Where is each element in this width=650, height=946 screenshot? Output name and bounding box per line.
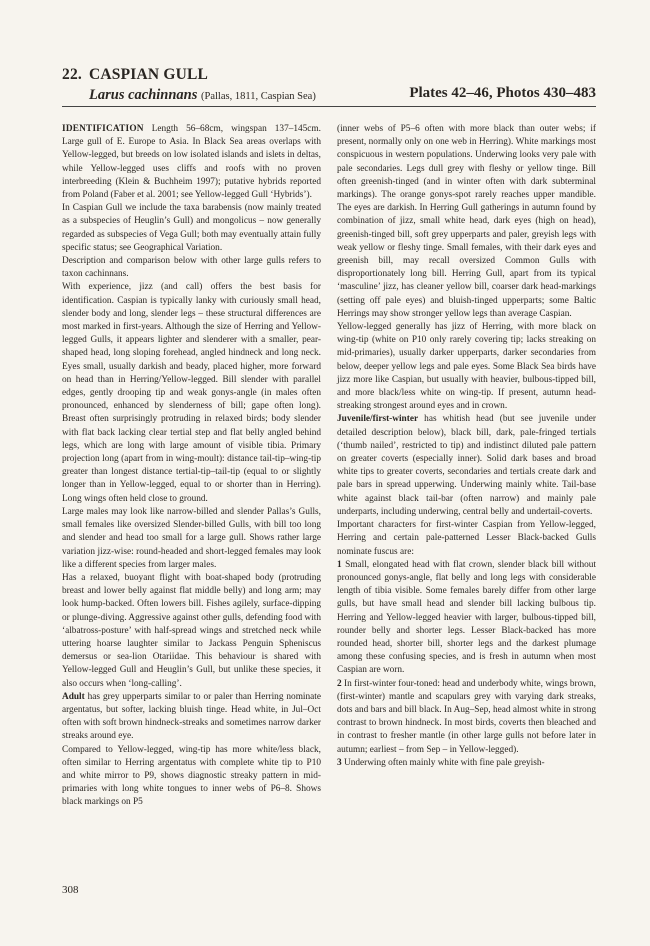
paragraph-text: Description and comparison below with other large gulls refers to taxon cachinnans. [62,256,321,280]
paragraph [62,123,321,202]
paragraph [337,413,596,519]
paragraph [62,691,321,744]
left-column [62,123,321,883]
paragraph-text: Has a relaxed, buoyant flight with boat-shaped body (protruding breast and lower belly against flat middle belly) and long arm; may look hump-backed. Often lowers bill. Fishes agilely, surface-dipping or plunge-diving. Aggressive against other gulls, defending food with ‘albatross-posture’ with half-spread wings and stretched neck while uttering hoarse laughter similar to Jackass Penguin Spheniscus demersus or sea-lion Otariidae. This behaviour is shared with Yellow-legged Gull and Heuglin’s Gull, but unlike these species, it also occurs when ‘long-calling’. [62,572,321,689]
paragraph-lead: 3 [337,757,342,768]
text-columns [62,123,596,883]
paragraph [62,506,321,572]
paragraph-text: has grey upperparts similar to or paler than Herring nominate argentatus, but softer, lacking bluish tinge. Head white, in Jul–Oct often with soft brown hindneck-streaks and sometimes narrow darker streaks around eye. [62,691,321,742]
paragraph-text: Small, elongated head with flat crown, slender black bill without pronounced gonys-angle, flat belly and long legs with considerable length of tibia visible. Some females barely differ from other large gulls, but have small head and slender bill lacking bulbous tip. Herring and Yellow-legged heavier with larger, bulbous-tipped bill, rounder belly and shorter legs. Lesser Black-backed has more rounded head, shorter bill, shorter legs and the darkest plumage among these confusing species, and is fresh in autumn when most Caspian are worn. [337,559,596,676]
paragraph [337,321,596,413]
species-authority: (Pallas, 1811, Caspian Sea) [201,91,316,102]
paragraph [337,678,596,757]
paragraph-lead: IDENTIFICATION [62,124,144,134]
species-latin-name: Larus cachinnans [89,87,198,103]
paragraph-text: Length 56–68cm, wingspan 137–145cm. Large gull of E. Europe to Asia. In Black Sea areas overlaps with Yellow-legged, but breeds on low isolated islands and islets in deltas, while Yellow-legged uses cliffs and roofs with no proven interbreeding (Klein & Buchheim 1997); putative hybrids reported from Poland (Faber et al. 2001; see Yellow-legged Gull ‘Hybrids’). [62,124,321,201]
paragraph [337,519,596,559]
paragraph-text: In first-winter four-toned: head and underbody white, wings brown, (first-winter) mantle and scapulars grey with varying dark streaks, dots and bars and bill black. In Aug–Sep, head almost white in strong contrast to brown hindneck. In most birds, coverts then bleached and in contrast to fresher mantle (in other large gulls not before later in autumn; earliest – from Sep – in Yellow-legged). [337,678,596,755]
species-subtitle-row [62,85,596,105]
paragraph-text: Large males may look like narrow-billed and slender Pallas’s Gulls, small females like oversized Slender-billed Gulls, with bill too long and slender and head too small for a large gull. Shows rather large variation jizz-wise: round-headed and short-legged females may look like a different species from larger males. [62,506,321,570]
paragraph [62,281,321,505]
paragraph-text: Yellow-legged generally has jizz of Herring, with more black on wing-tip (white on P10 only rarely covering tip; lacks streaking on mid-primaries), usually darker upperparts, darker secondaries from below, deeper yellow legs and pale eyes. Some Black Sea birds have jizz more like Caspian, but usually with heavier, bulbous-tipped bill, and more black/less white on wing-tip. If present, autumn head-streaking strongest around eyes and in crown. [337,322,596,412]
paragraph-text: Underwing often mainly white with fine pale greyish- [341,757,545,768]
paragraph [337,559,596,678]
paragraph-text: In Caspian Gull we include the taxa barabensis (now mainly treated as a subspecies of Heuglin’s Gull) and mongolicus – now generally regarded as subspecies of Vega Gull; both may eventually attain fully specific status; see Geographical Variation. [62,203,321,253]
paragraph-lead: Adult [62,691,85,702]
paragraph-lead: Juvenile/first-winter [337,414,419,425]
species-number: 22. [62,66,82,83]
header-divider [62,106,596,107]
paragraph-text: Compared to Yellow-legged, wing-tip has more white/less black, often similar to Herring argentatus with complete white tip to P10 and white mirror to P9, shows diagnostic streaky pattern in mid-primaries with long white tongues to inner webs of P6–8. Shows black markings on P5 [62,744,321,808]
paragraph-text: has whitish head (but see juvenile under detailed description below), black bill, dark, pale-fringed tertials (‘thumb nailed’, restricted to tip) and indistinct diluted pale pattern on greater coverts (especially inner). Solid dark bases and broad white tips to greater coverts, secondaries and tertials create dark and pale bars in spread upperwing. Underwing mainly white. Tail-base white against black tail-bar (often narrow) and mainly pale underparts, including underwing, central belly and undertail-coverts. [337,414,596,517]
paragraph [337,123,596,321]
paragraph-lead: 2 [337,678,342,689]
species-header [62,66,596,105]
paragraph [62,255,321,281]
paragraph-lead: 1 [337,559,342,570]
paragraph-text: With experience, jizz (and call) offers the best basis for identification. Caspian is typically lanky with curiously small head, slender body and long, slender legs – these structural differences are most marked in first-years. Although the size of Herring and Yellow-legged Gulls, it appears lighter and slenderer with a smaller, pear-shaped head, long sloping forehead, angled hindneck and long neck. Eyes small, usually darkish and beady, placed higher, more forward on head than in Herring/Yellow-legged. Bill slender with parallel edges, gently drooping tip and weak gonys-angle (in males often pronounced, enhanced by slenderness of bill; gape often long). Breast often surprisingly protruding in relaxed birds; body slender with flat back lacking clear tertial step and flat belly angled behind legs, which are long with large amount of visible tibia. Primary projection long (apart from in wing-moult): distance tail-tip–wing-tip greater than longest distance tertial-tip–tail-tip (equal to or slightly longer than in Yellow-legged, equal to or shorter than in Herring). Long wings often held close to ground. [62,282,321,504]
paragraph [62,202,321,255]
paragraph-text: (inner webs of P5–6 often with more black than outer webs; if present, normally only on one web in Herring). White markings most conspicuous in western populations. Underwing looks very pale with pale secondaries. Legs dull grey with fleshy or yellow tinge. Bill often greenish-tinged (and in winter often with dark subterminal markings). The orange gonys-spot rarely reaches upper mandible. The eyes are darkish. In Herring Gull gatherings in autumn found by combination of jizz, small white head, dark eyes (high on head), greenish-tinged bill, soft grey upperparts and paler, greyish legs with weak yellow or fleshy tinge. Small females, with their dark eyes and greenish bill, may recall oversized Common Gulls with disproportionately long bill. Herring Gull, apart from its typical ‘masculine’ jizz, has cleaner yellow bill, coarser dark head-markings (setting off pale eyes) and bluish-tinged upperparts; some Baltic Herrings may show stronger yellow legs than average Caspian. [337,124,596,319]
species-title [62,66,596,84]
plates-reference: Plates 42–46, Photos 430–483 [409,85,596,101]
right-column [337,123,596,883]
paragraph [337,757,596,770]
page-number: 308 [62,884,79,896]
paragraph [62,572,321,691]
species-latin-line [89,87,316,104]
paragraph-text: Important characters for first-winter Caspian from Yellow-legged, Herring and certain pale-patterned Lesser Black-backed Gulls nominate fuscus are: [337,520,596,557]
species-common-name: CASPIAN GULL [89,66,209,83]
paragraph [62,744,321,810]
